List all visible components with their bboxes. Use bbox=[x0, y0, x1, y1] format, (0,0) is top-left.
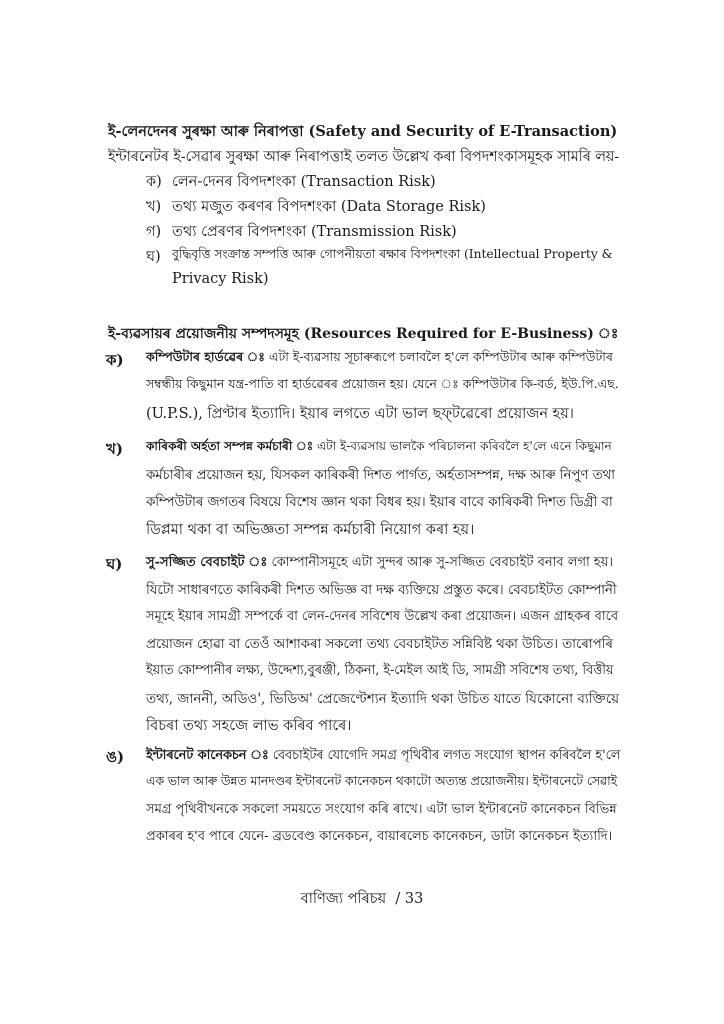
term-internet-connection: ইন্টাৰনেট কানেকচন ঃ bbox=[146, 748, 269, 763]
paragraph-line: বিচৰা তথ্য সহজে লাভ কৰিব পাৰে। bbox=[146, 718, 352, 734]
paragraph-line: (U.P.S.), প্ৰিণ্টাৰ ইত্যাদি। ইয়াৰ লগতে এটা ভাল ছফ্‌টৱেৰো প্ৰয়োজন হয়। bbox=[146, 406, 574, 422]
paragraph-line: সমগ্ৰ পৃথিবীখনকে সকলো সময়তে সংযোগ কৰি ৰাখে। এটা ভাল ইন্টাৰনেট কানেকচন বিভিন্ন bbox=[146, 802, 617, 817]
paragraph-line: ডিপ্লমা থকা বা অভিজ্ঞতা সম্পন্ন কৰ্মচাৰী নিয়োগ কৰা হয়। bbox=[146, 522, 475, 538]
list-marker: ঘ) bbox=[146, 249, 161, 265]
section-intro: ইন্টাৰনেটৰ ই-সেৱাৰ সুৰক্ষা আৰু নিৰাপত্তাই তলত উল্লেখ কৰা বিপদশংকাসমূহক সামৰি লয়- bbox=[108, 149, 620, 165]
paragraph-line: ইয়াত কোম্পানীৰ লক্ষ্য, উদ্দেশ্য,বুৰঞ্জী, ঠিকনা, ই-মেইল আই ডি, সামগ্ৰী সবিশেষ তথ্য, বিত্তীয় bbox=[146, 663, 614, 678]
list-item-ip-privacy-risk-cont: Privacy Risk) bbox=[172, 271, 269, 287]
paragraph-line: যিটো সাধাৰণতে কাৰিকৰী দিশত অভিজ্ঞ বা দক্ষ ব্যক্তিয়ে প্ৰস্তুত কৰে। বেবচাইটত কোম্পানী bbox=[146, 583, 617, 598]
list-item-transaction-risk: লেন-দেনৰ বিপদশংকা (Transaction Risk) bbox=[172, 174, 436, 190]
paragraph-line: সম্বন্ধীয় কিছুমান যন্ত্ৰ-পাতি বা হাৰ্ডৱেৰৰ প্ৰয়োজন হয়। যেনে ঃ কম্পিউটাৰ কি-বৰ্ড, ইউ.পি.এছ. bbox=[146, 376, 619, 391]
list-marker: ঙ) bbox=[106, 748, 125, 766]
paragraph-line: কম্পিউটাৰ জগতৰ বিষয়ে বিশেষ জ্ঞান থকা বিধৰ হয়। ইয়াৰ বাবে কাৰিকৰী দিশত ডিগ্ৰী বা bbox=[146, 495, 613, 510]
list-marker: ক) bbox=[146, 174, 162, 190]
list-item-transmission-risk: তথ্য প্ৰেৰণৰ বিপদশংকা (Transmission Risk) bbox=[172, 224, 457, 240]
list-marker: খ) bbox=[106, 440, 123, 458]
list-marker: খ) bbox=[146, 199, 162, 215]
footer-book-title: বাণিজ্য পৰিচয় bbox=[300, 891, 387, 907]
list-item-data-storage-risk: তথ্য মজুত কৰণৰ বিপদশংকা (Data Storage Risk) bbox=[172, 199, 486, 215]
term-skilled-staff: কাৰিকৰী অৰ্হতা সম্পন্ন কৰ্মচাৰী ঃ bbox=[146, 439, 314, 453]
paragraph-line: সমূহে ইয়াৰ সামগ্ৰী সম্পৰ্কে বা লেন-দেনৰ সবিশেষ উল্লেখ কৰা প্ৰয়োজন। এজন গ্ৰাহকৰ বাবে bbox=[146, 609, 619, 624]
page-footer bbox=[0, 888, 724, 912]
section-heading-safety: ই-লেনদেনৰ সুৰক্ষা আৰু নিৰাপত্তা (Safety and Security of E-Transaction) bbox=[108, 123, 618, 140]
paragraph-first-line: সু-সজ্জিত বেবচাইট ঃ কোম্পানীসমূহে এটা সুন্দৰ আৰু সু-সজ্জিত বেবচাইট বনাব লগা হয়। bbox=[146, 555, 614, 570]
paragraph-line: প্ৰকাৰৰ হ'ব পাৰে যেনে- ব্ৰডবেণ্ড কানেকচন, বায়াৰলেচ কানেকচন, ডাটা কানেকচন ইত্যাদি। bbox=[146, 829, 613, 844]
paragraph-line: কৰ্মচাৰীৰ প্ৰয়োজন হয়, যিসকল কাৰিকৰী দিশত পাৰ্গত, অৰ্হতাসম্পন্ন, দক্ষ আৰু নিপুণ তথা bbox=[146, 468, 615, 483]
list-marker: গ) bbox=[146, 224, 162, 240]
term-computer-hardware: কম্পিউটাৰ হাৰ্ডৱেৰ ঃ bbox=[146, 349, 265, 364]
paragraph-line: তথ্য, জাননী, অডিও', ভিডিঅ' প্ৰেজেণ্টেশ্যন ইত্যাদি থকা উচিত যাতে যিকোনো ব্যক্তিয়ে bbox=[146, 691, 620, 707]
list-marker: ঘ) bbox=[106, 555, 123, 573]
paragraph-first-line: ইন্টাৰনেট কানেকচন ঃ বেবচাইটৰ যোগেদি সমগ্ৰ পৃথিবীৰ লগত সংযোগ স্থাপন কৰিবলৈ হ'লে bbox=[146, 748, 621, 763]
paragraph-first-line: কম্পিউটাৰ হাৰ্ডৱেৰ ঃ এটা ই-ব্যৱসায় সূচাৰুৰূপে চলাবলৈ হ'লে কম্পিউটাৰ আৰু কম্পিউটাৰ bbox=[146, 349, 613, 364]
footer-separator: / bbox=[395, 891, 401, 907]
paragraph-line: প্ৰয়োজন হোৱা বা তেওঁ আশাকৰা সকলো তথ্য বেবচাইটত সন্নিবিষ্ট থকা উচিত। তাৰোপৰি bbox=[146, 637, 613, 652]
page-number: 33 bbox=[404, 891, 424, 907]
list-item-ip-privacy-risk: বুদ্ধিবৃত্তি সংক্ৰান্ত সম্পত্তি আৰু গোপনীয়তা ৰক্ষাৰ বিপদশংকা (Intellectual Property & bbox=[172, 247, 613, 261]
paragraph-line: এক ভাল আৰু উন্নত মানদণ্ডৰ ইন্টাৰনেট কানেকচন থকাটো অত্যন্ত প্ৰয়োজনীয়। ইন্টাৰনেটে সেৱাই bbox=[146, 774, 618, 788]
paragraph-first-line: কাৰিকৰী অৰ্হতা সম্পন্ন কৰ্মচাৰী ঃ এটা ই-ব্যৱসায় ভালকৈ পৰিচালনা কৰিবলৈ হ'লে এনে কিছুমান bbox=[146, 439, 612, 453]
term-website: সু-সজ্জিত বেবচাইট ঃ bbox=[146, 555, 268, 570]
section-heading-resources: ই-ব্যৱসায়ৰ প্ৰয়োজনীয় সম্পদসমূহ (Resources Required for E-Business) ঃ bbox=[108, 326, 619, 342]
list-marker: ক) bbox=[106, 351, 124, 369]
